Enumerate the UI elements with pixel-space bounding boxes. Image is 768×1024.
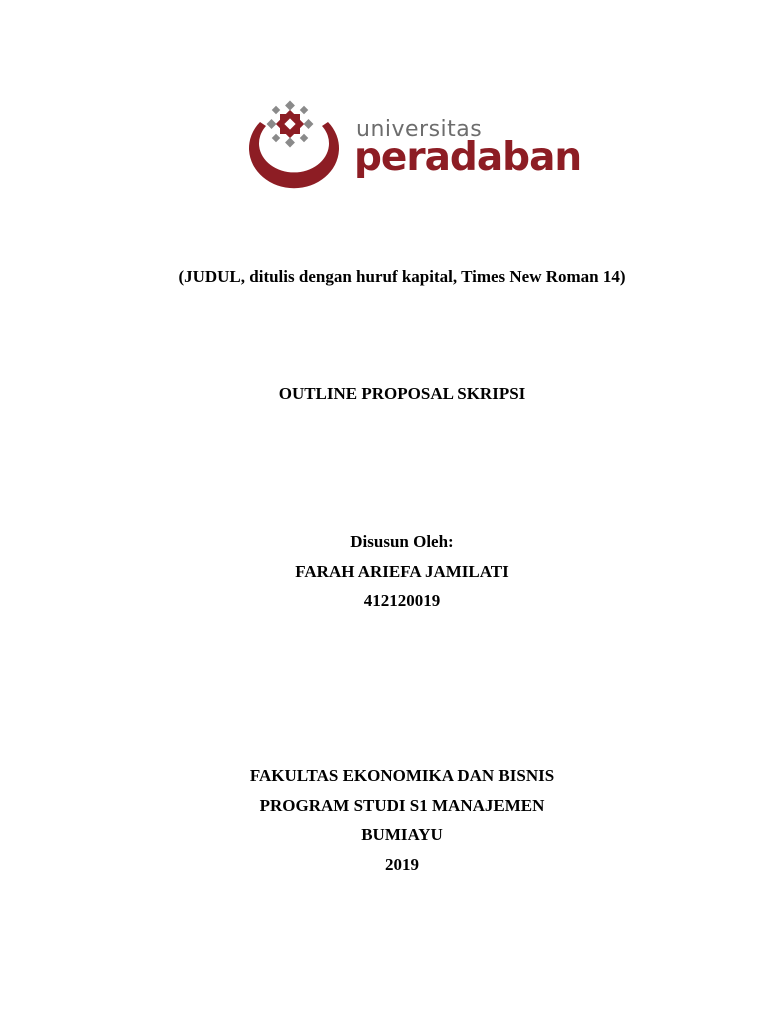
document-type-heading: OUTLINE PROPOSAL SKRIPSI xyxy=(278,384,526,403)
logo-text-peradaban: peradaban xyxy=(354,135,582,180)
author-name: FARAH ARIEFA JAMILATI xyxy=(295,562,509,581)
author-label: Disusun Oleh: xyxy=(350,532,454,551)
student-id: 412120019 xyxy=(363,591,441,610)
title-placeholder-note: (JUDUL, ditulis dengan huruf kapital, Times New Roman 14) xyxy=(178,267,626,286)
study-program: PROGRAM STUDI S1 MANAJEMEN xyxy=(259,796,545,815)
city: BUMIAYU xyxy=(361,825,443,844)
faculty-name: FAKULTAS EKONOMIKA DAN BISNIS xyxy=(249,766,555,785)
university-logo xyxy=(244,98,582,206)
year: 2019 xyxy=(385,855,419,874)
university-emblem-icon xyxy=(244,98,344,206)
logo-text-universitas: universitas xyxy=(356,117,483,142)
